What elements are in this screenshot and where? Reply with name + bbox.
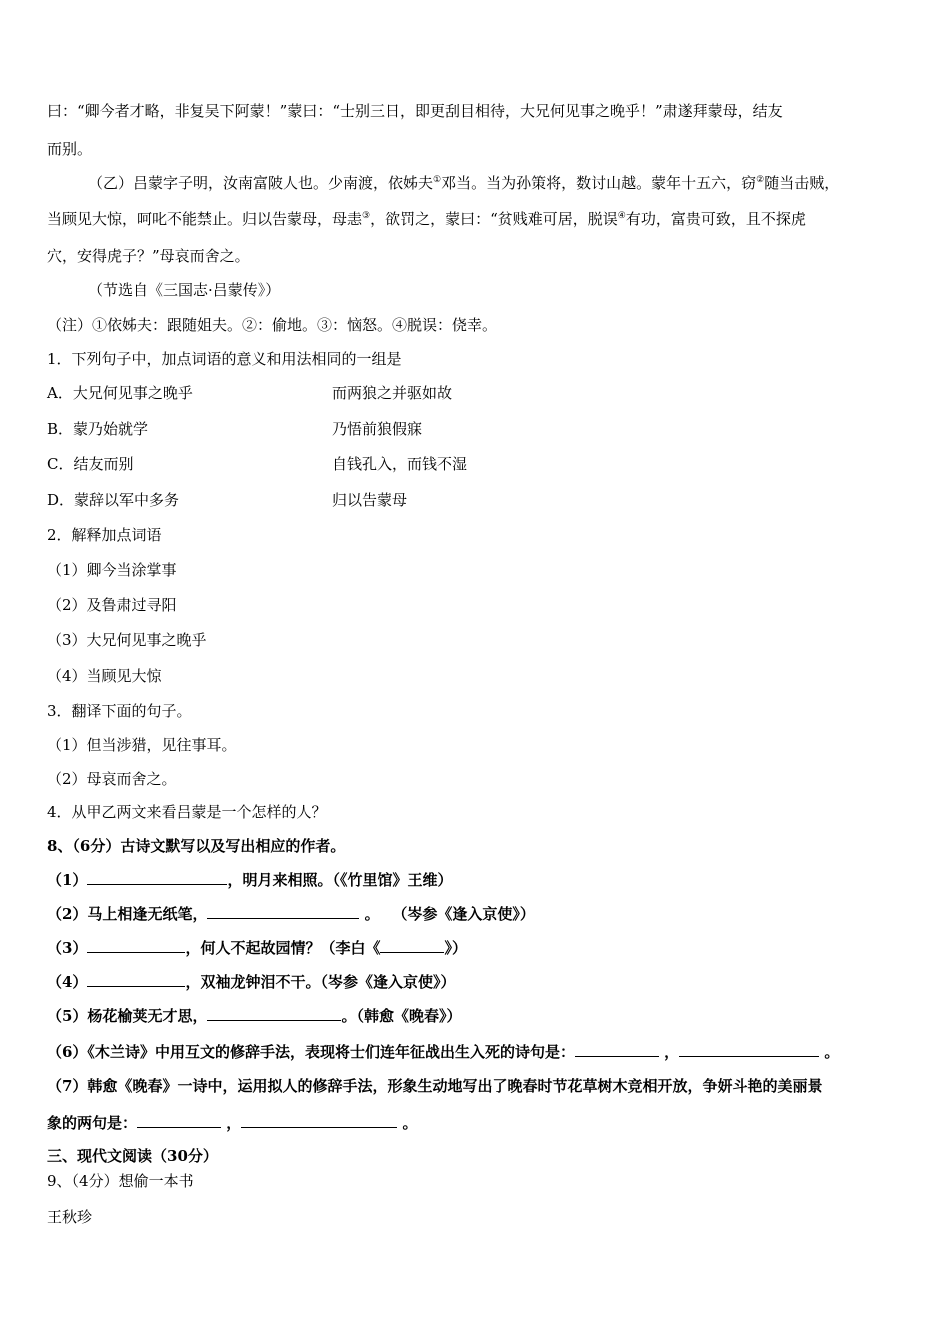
question-stem: 2．解释加点词语 <box>47 526 162 544</box>
option-b-text: 自钱孔入，而钱不湿 <box>332 455 468 473</box>
fill-item-line: （7）韩愈《晚春》一诗中，运用拟人的修辞手法，形象生动地写出了晚春时节花草树木竞相开放，争妍斗艳的美丽景 <box>47 1077 823 1095</box>
text-run: （5）杨花榆荚无才思， <box>47 1007 208 1025</box>
fill-item <box>47 1041 839 1063</box>
footnote-marker: ③ <box>362 211 371 221</box>
text-run: 。 <box>819 1043 840 1061</box>
text-run: 当顾见大惊，呵叱不能禁止。归以告蒙母，母恚 <box>47 210 363 228</box>
text-run: （2）马上相逢无纸笔， <box>47 905 208 923</box>
footnote-marker: ② <box>756 175 765 185</box>
option-a-text: A．大兄何见事之晚乎 <box>47 384 193 402</box>
option-row <box>47 489 408 511</box>
text-run: ，明月来相照。（《竹里馆》王维） <box>227 871 453 889</box>
section-title: 三、现代文阅读（30分） <box>47 1147 218 1165</box>
passage-line <box>88 172 839 194</box>
footnote-marker: ④ <box>617 211 626 221</box>
text-run: ，何人不起故园情？（李白《 <box>185 939 381 957</box>
footnote-marker: ① <box>433 175 442 185</box>
option-a-text: C．结友而别 <box>47 455 134 473</box>
option-b-text: 乃悟前狼假寐 <box>332 420 423 438</box>
question-stem: 8、（6分）古诗文默写以及写出相应的作者。 <box>47 837 346 855</box>
text-run: 随当击贼， <box>764 174 840 192</box>
answer-blank[interactable] <box>679 1041 819 1057</box>
text-run: 》） <box>444 939 467 957</box>
option-b-text: 归以告蒙母 <box>332 491 408 509</box>
option-row <box>47 418 423 440</box>
text-run: 有功，富贵可致，且不探虎 <box>625 210 806 228</box>
text-run: （3） <box>47 939 88 957</box>
fill-item <box>47 971 455 993</box>
answer-blank[interactable] <box>380 937 444 953</box>
option-row <box>47 382 453 404</box>
question-4-stem: 4．从甲乙两文来看吕蒙是一个怎样的人？ <box>47 803 327 821</box>
fill-item <box>47 903 535 925</box>
text-run: （乙）吕蒙字子明，汝南富陂人也。少南渡，依姊夫 <box>88 174 434 192</box>
text-run: 象的两句是： <box>47 1114 138 1132</box>
article-author: 王秋珍 <box>47 1208 93 1226</box>
sub-item: （1）卿今当涂掌事 <box>47 561 177 579</box>
passage-line: 而别。 <box>47 140 93 158</box>
answer-blank[interactable] <box>137 1112 221 1128</box>
answer-blank[interactable] <box>207 903 359 919</box>
option-row <box>47 453 468 475</box>
sub-item: （4）当顾见大惊 <box>47 667 162 685</box>
answer-blank[interactable] <box>575 1041 659 1057</box>
answer-blank[interactable] <box>207 1005 341 1021</box>
text-run: 。（韩愈《晚春》） <box>341 1007 462 1025</box>
fill-item <box>47 869 452 891</box>
sub-item: （1）但当涉猎，见往事耳。 <box>47 736 237 754</box>
text-run: ，欲罚之，蒙曰：“贫贱难可居，脱误 <box>370 210 618 228</box>
text-run: （4） <box>47 973 88 991</box>
fill-item <box>47 1112 417 1134</box>
sub-item: （2）母哀而舍之。 <box>47 770 177 788</box>
answer-blank[interactable] <box>87 971 185 987</box>
text-run: 。 <box>397 1114 418 1132</box>
text-run: ， <box>658 1043 680 1061</box>
passage-source: （节选自《三国志·吕蒙传》） <box>88 281 281 299</box>
sub-item: （3）大兄何见事之晚乎 <box>47 631 207 649</box>
question-9-title: 9、（4分）想偷一本书 <box>47 1172 194 1190</box>
option-a-text: D．蒙辞以军中多务 <box>47 491 180 509</box>
text-run: （6）《木兰诗》中用互文的修辞手法，表现将士们连年征战出生入死的诗句是： <box>47 1043 575 1061</box>
passage-line: 曰：“卿今者才略，非复吴下阿蒙！”蒙曰：“士别三日，即更刮目相待，大兄何见事之晚乎！”肃遂拜蒙母，结友 <box>47 102 783 120</box>
fill-item <box>47 1005 461 1027</box>
passage-line: 穴，安得虎子？”母哀而舍之。 <box>47 247 250 265</box>
option-b-text: 而两狼之并驱如故 <box>332 384 453 402</box>
text-run: 。 （岑参《逢入京使》） <box>359 905 535 923</box>
text-run: ， <box>221 1114 242 1132</box>
text-run: 邓当。当为孙策将，数讨山越。蒙年十五六，窃 <box>441 174 757 192</box>
answer-blank[interactable] <box>241 1112 397 1128</box>
sub-item: （2）及鲁肃过寻阳 <box>47 596 177 614</box>
option-a-text: B．蒙乃始就学 <box>47 420 149 438</box>
answer-blank[interactable] <box>87 869 227 885</box>
answer-blank[interactable] <box>87 937 185 953</box>
text-run: ，双袖龙钟泪不干。（岑参《逢入京使》） <box>185 973 456 991</box>
question-stem: 1．下列句子中，加点词语的意义和用法相同的一组是 <box>47 350 402 368</box>
question-stem: 3．翻译下面的句子。 <box>47 702 192 720</box>
text-run: （1） <box>47 871 88 889</box>
passage-notes: （注）①依姊夫：跟随姐夫。②：偷地。③：恼怒。④脱误：侥幸。 <box>47 316 498 334</box>
fill-item <box>47 937 467 959</box>
passage-line <box>47 208 806 230</box>
